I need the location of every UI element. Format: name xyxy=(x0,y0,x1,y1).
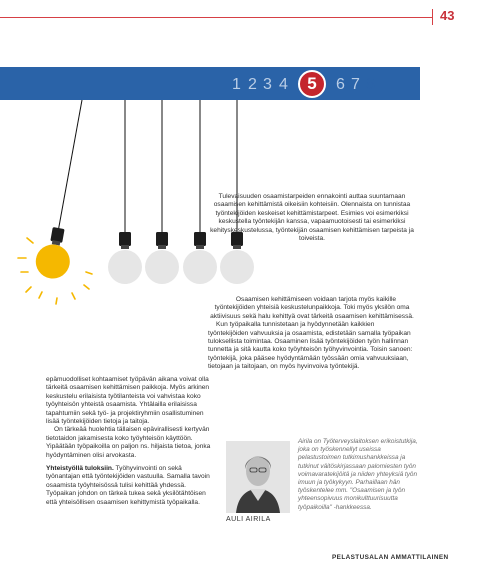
bulb-cord xyxy=(58,100,82,232)
section-text: Työhyvinvointi on sekä työnantajan että työntekijöiden vastuulla. Samalla tavoin osaamista työyhteisössä tulisi kehittää yhdessä. Työpaikan johdon on tärkeä tukea sekä yksilötähtöisen että yhteisöllisen osaamisen kehittymistä työpaikalla. xyxy=(46,465,210,506)
intro-paragraph xyxy=(208,193,416,243)
intro-text: Tulevaisuuden osaamistarpeiden ennakointi auttaa suuntamaan osaamisen kehittämistä oikeisiin kohteisiin. Olennaista on tunnistaa työntekijöiden keskeiset kehittämistarpeet. Esimies voi esimerkiksi keskustella työntekijän kanssa, vapaamuotoisesti tai esimerkiksi kehityskeskustelussa, työntekijän osaamisen kehittämisen tarpeista ja toiveista. xyxy=(210,193,414,243)
author-caption: Airila on Työterveyslaitoksen erikoistutkija, joka on työskennellyt useissa pelastustoimen tutkimushankkeissa ja tutkinut väitöskirjassaan palomiesten työn voimavaratekijöitä ja niiden yhteyksiä työn imuun ja työkykyyn. Parhaillaan hän työskentelee mm. "Osaamisen ja työn yhteensopivuus monikulttuurisuutta työpaikoilla" -hankkeessa. xyxy=(298,438,418,511)
step-number: 1 xyxy=(232,76,241,93)
right-column xyxy=(208,296,416,372)
unlit-bulb xyxy=(145,100,179,284)
author-name: AULI AIRILA xyxy=(226,516,271,523)
step-number: 7 xyxy=(351,76,360,93)
step-number: 6 xyxy=(336,76,345,93)
unlit-bulb xyxy=(108,100,142,284)
active-step-badge: 5 xyxy=(298,70,326,98)
step-number: 4 xyxy=(279,76,288,93)
section-paragraph xyxy=(46,465,212,507)
body-paragraph: On tärkeää huolehtia tällaisen epävirallisesti kertyvän tietotaidon jakamisesta koko työyhteisön käyttöön. Yipäätään työpaikoilla on paljon ns. hiljaista tietoa, jonka hyödyntäminen olisi arvokasta. xyxy=(46,426,211,459)
body-paragraph: Kun työpaikalla tunnistetaan ja hyödynnetään kaikkien työntekijöiden vahvuuksia ja osaamista, edistetään samalla työpaikan tuloksellista toimintaa. Osaaminen lisää työntekijöiden työn hallinnan tunnetta ja sitä kautta koko työyhteisön työhyvinvointia. Toisin sanoen: työntekijä, joka pääsee hyödyntämään työssään omia vahvuuksiaan, tietojaan ja taitojaan, on myös hyvinvoiva työntekijä. xyxy=(208,321,413,371)
body-paragraph: Osaamisen kehittämiseen voidaan tarjota myös kaikille työntekijöiden yhteisiä keskustelunpaikkoja. Toki myös yksilön oma aktiivisuus sekä halu kehittyä ovat tärkeitä osaamisen kehittämisessä. xyxy=(210,296,414,320)
lit-bulb xyxy=(33,225,75,281)
unlit-bulb xyxy=(220,100,254,284)
step-number: 3 xyxy=(263,76,272,93)
page-number: 43 xyxy=(440,8,455,23)
body-paragraph: epämuodolliset kohtaamiset työpävän aikana voivat olla tärkeitä osaamisen kehittämisen paikkoja. Myös arkinen keskustelu erilaisista työtilanteista voi vahvistaa koko työyhteisön yhteistä osaamista. Yhtälailla erilaisissa tapahtumiin sekä työ- ja projektiryhmiin osallistuminen lisää työntekijöiden tietoja ja taitoja. xyxy=(46,376,210,426)
step-number: 2 xyxy=(248,76,257,93)
publication-footer: PELASTUSALAN AMMATTILAINEN xyxy=(332,554,449,561)
section-heading: Yhteistyöllä tuloksiin. xyxy=(46,465,114,473)
author-portrait xyxy=(226,441,290,513)
step-number: 8 xyxy=(366,76,375,93)
unlit-bulb xyxy=(183,100,217,284)
left-column xyxy=(46,376,212,507)
